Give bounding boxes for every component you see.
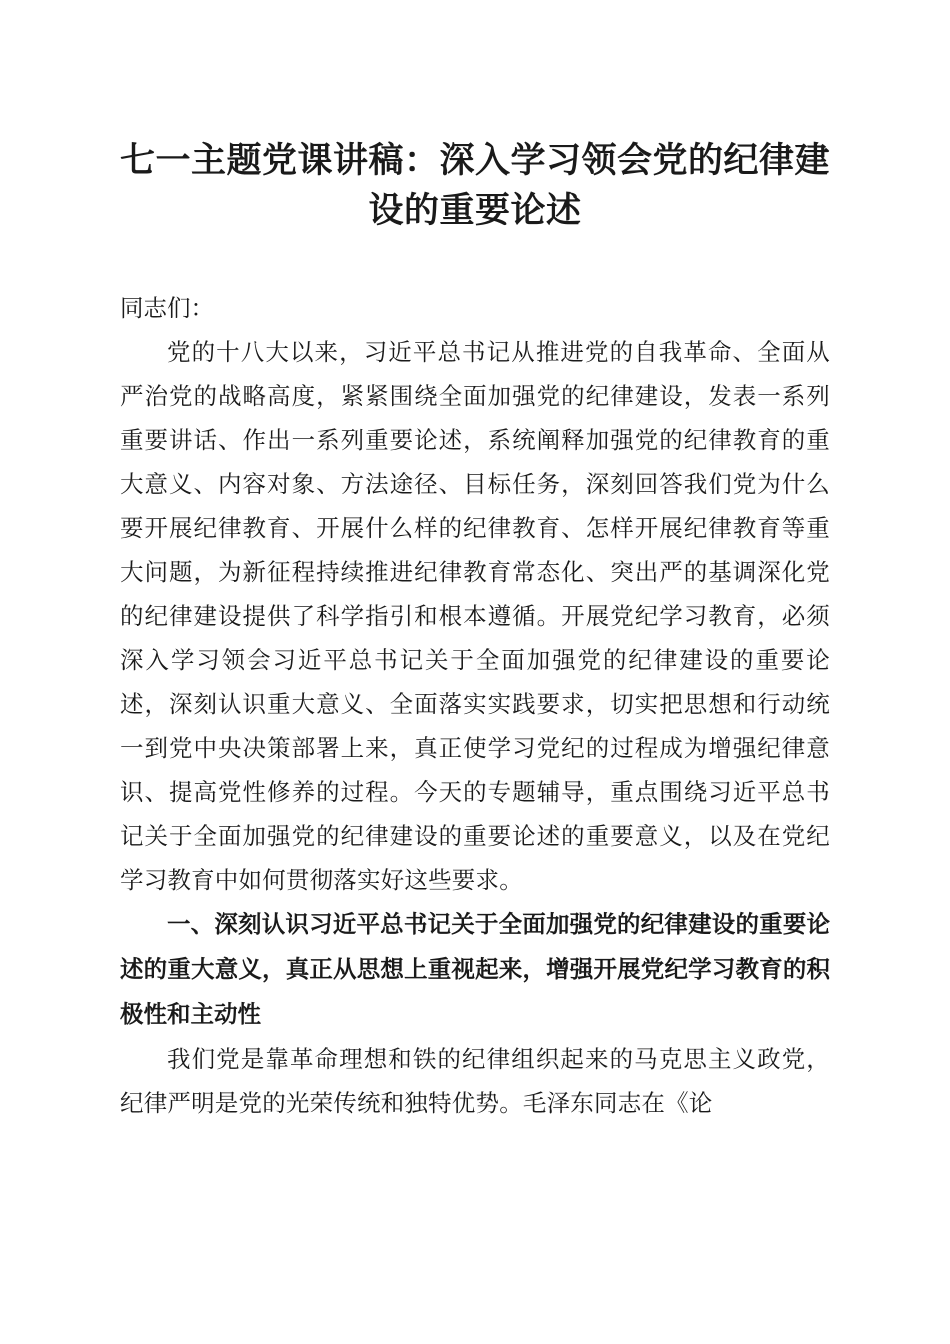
- section-heading-1: 一、深刻认识习近平总书记关于全面加强党的纪律建设的重要论述的重大意义，真正从思想上重视起来，增强开展党纪学习教育的积极性和主动性: [120, 910, 830, 1028]
- paragraph-2: 我们党是靠革命理想和铁的纪律组织起来的马克思主义政党，纪律严明是党的光荣传统和独特优势。毛泽东同志在《论: [120, 1045, 830, 1117]
- document-title: [120, 136, 830, 236]
- document-page: [120, 120, 830, 1125]
- title-line-1: 七一主题党课讲稿：深入学习领会党的纪律建: [120, 141, 831, 181]
- paragraph-1: 党的十八大以来，习近平总书记从推进党的自我革命、全面从严治党的战略高度，紧紧围绕全面加强党的纪律建设，发表一系列重要讲话、作出一系列重要论述，系统阐释加强党的纪律教育的重大意义、内容对象、方法途径、目标任务，深刻回答我们党为什么要开展纪律教育、开展什么样的纪律教育、怎样开展纪律教育等重大问题，为新征程持续推进纪律教育常态化、突出严的基调深化党的纪律建设提供了科学指引和根本遵循。开展党纪学习教育，必须深入学习领会习近平总书记关于全面加强党的纪律建设的重要论述，深刻认识重大意义、全面落实实践要求，切实把思想和行动统一到党中央决策部署上来，真正使学习党纪的过程成为增强纪律意识、提高党性修养的过程。今天的专题辅导，重点围绕习近平总书记关于全面加强党的纪律建设的重要论述的重要意义，以及在党纪学习教育中如何贯彻落实好这些要求。: [120, 338, 830, 894]
- title-line-2: 设的重要论述: [368, 191, 582, 231]
- greeting: 同志们：: [120, 294, 214, 322]
